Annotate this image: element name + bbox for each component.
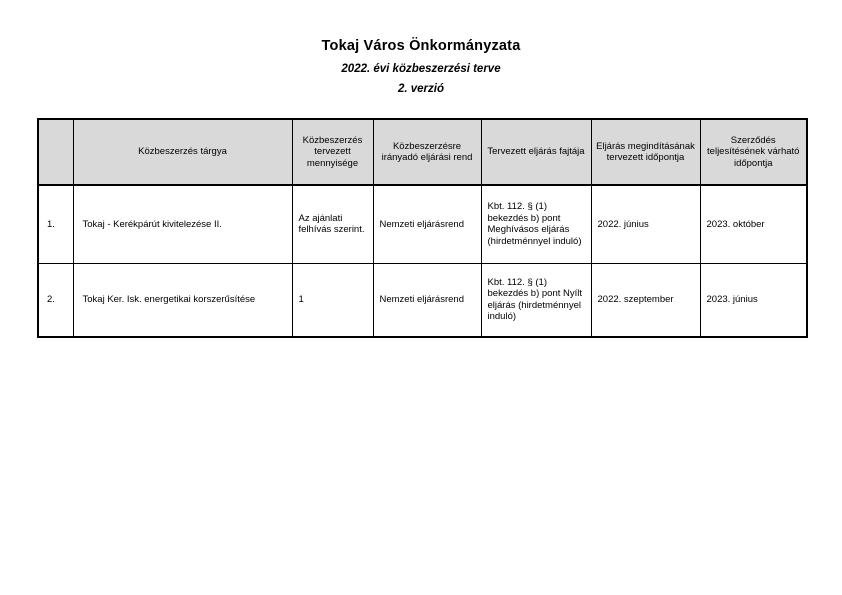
cell-expected-completion-date: 2023. október	[700, 185, 807, 263]
cell-subject: Tokaj - Kerékpárút kivitelezése II.	[73, 185, 292, 263]
procurement-plan-table	[37, 118, 808, 338]
header-row-number	[38, 119, 73, 185]
page-subtitle: 2022. évi közbeszerzési terve	[341, 63, 501, 75]
header-planned-quantity: Közbeszerzés tervezett mennyisége	[292, 119, 373, 185]
cell-planned-quantity: Az ajánlati felhívás szerint.	[292, 185, 373, 263]
page-version: 2. verzió	[397, 83, 445, 95]
header-planned-start-date: Eljárás megindításának tervezett időpontja	[591, 119, 700, 185]
cell-planned-quantity: 1	[292, 263, 373, 337]
table-row	[38, 263, 807, 337]
cell-row-number: 2.	[38, 263, 73, 337]
cell-procedural-regime: Nemzeti eljárásrend	[373, 185, 481, 263]
header-expected-completion-date: Szerződés teljesítésének várható időpontja	[700, 119, 807, 185]
cell-procedure-type: Kbt. 112. § (1) bekezdés b) pont Nyílt eljárás (hirdetménnyel induló)	[481, 263, 591, 337]
cell-expected-completion-date: 2023. június	[700, 263, 807, 337]
cell-subject: Tokaj Ker. Isk. energetikai korszerűsítése	[73, 263, 292, 337]
table-row	[38, 185, 807, 263]
cell-procedural-regime: Nemzeti eljárásrend	[373, 263, 481, 337]
cell-row-number: 1.	[38, 185, 73, 263]
header-subject: Közbeszerzés tárgya	[73, 119, 292, 185]
page-title: Tokaj Város Önkormányzata	[321, 38, 521, 54]
header-procedure-type: Tervezett eljárás fajtája	[481, 119, 591, 185]
cell-planned-start-date: 2022. június	[591, 185, 700, 263]
table-header-row	[38, 119, 807, 185]
cell-planned-start-date: 2022. szeptember	[591, 263, 700, 337]
cell-procedure-type: Kbt. 112. § (1) bekezdés b) pont Meghívásos eljárás (hirdetménnyel induló)	[481, 185, 591, 263]
header-procedural-regime: Közbeszerzésre irányadó eljárási rend	[373, 119, 481, 185]
document-header	[0, 38, 842, 95]
